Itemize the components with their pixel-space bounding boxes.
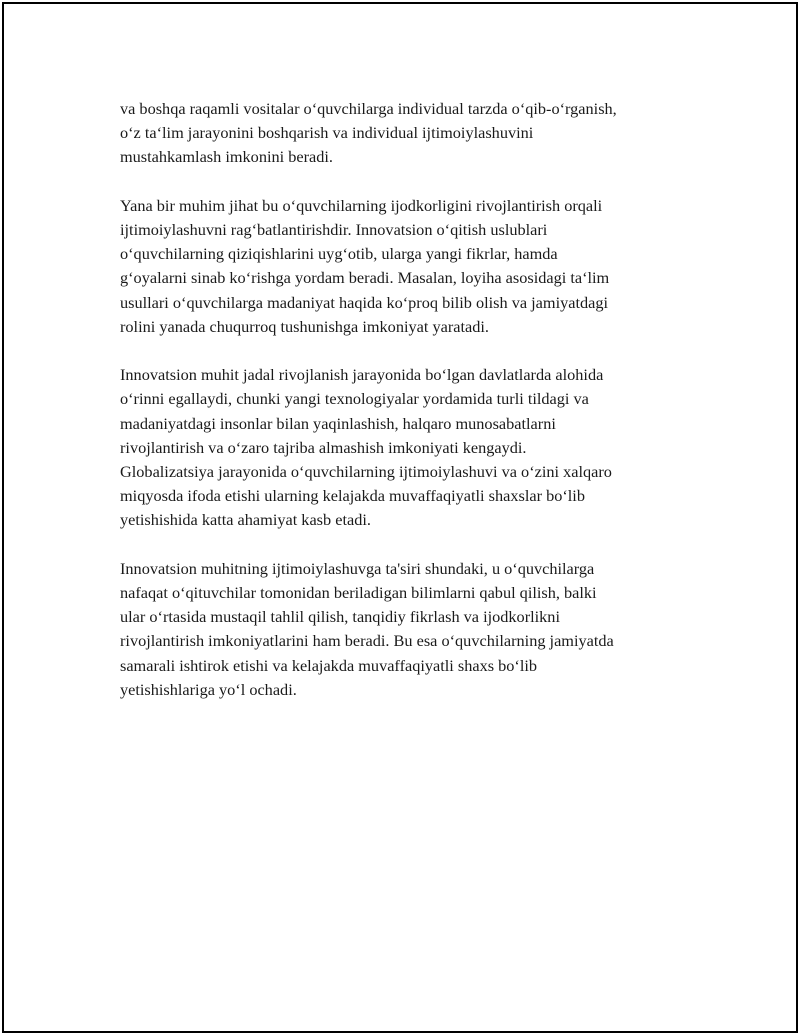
- text-line: Yana bir muhim jihat bu o‘quvchilarning ijodkorligini rivojlantirish orqali: [120, 195, 603, 215]
- text-line: o‘quvchilarning qiziqishlarini uyg‘otib, ularga yangi fikrlar, hamda: [120, 244, 558, 264]
- text-line: yetishishida katta ahamiyat kasb etadi.: [120, 510, 371, 530]
- text-line: ular o‘rtasida mustaqil tahlil qilish, tanqidiy fikrlash va ijodkorlikni: [120, 607, 560, 627]
- text-line: nafaqat o‘qituvchilar tomonidan beriladigan bilimlarni qabul qilish, balki: [120, 583, 597, 603]
- text-line: Globalizatsiya jarayonida o‘quvchilarning ijtimoiylashuvi va o‘zini xalqaro: [120, 462, 612, 482]
- text-line: ijtimoiylashuvni rag‘batlantirishdir. Innovatsion o‘qitish uslublari: [120, 220, 548, 239]
- document-page: [2, 2, 798, 1033]
- text-line: o‘rinni egallaydi, chunki yangi texnologiyalar yordamida turli tildagi va: [120, 389, 589, 409]
- document-body: [120, 97, 700, 726]
- text-line: rolini yanada chuqurroq tushunishga imkoniyat yaratadi.: [120, 316, 489, 336]
- paragraph-4: [120, 557, 700, 702]
- paragraph-2: [120, 194, 700, 339]
- text-line: rivojlantirish va o‘zaro tajriba almashish imkoniyati kengaydi.: [120, 437, 527, 457]
- text-line: Innovatsion muhit jadal rivojlanish jarayonida bo‘lgan davlatlarda alohida: [120, 365, 604, 385]
- text-line: samarali ishtirok etishi va kelajakda muvaffaqiyatli shaxs bo‘lib: [120, 655, 538, 675]
- text-line: usullari o‘quvchilarga madaniyat haqida ko‘proq bilib olish va jamiyatdagi: [120, 292, 609, 312]
- text-line: miqyosda ifoda etishi ularning kelajakda muvaffaqiyatli shaxslar bo‘lib: [120, 486, 585, 506]
- text-line: madaniyatdagi insonlar bilan yaqinlashish, halqaro munosabatlarni: [120, 413, 556, 433]
- paragraph-1: [120, 97, 700, 170]
- text-line: va boshqa raqamli vositalar o‘quvchilarga individual tarzda o‘qib-o‘rganish,: [120, 99, 617, 118]
- text-line: mustahkamlash imkonini beradi.: [120, 147, 333, 167]
- text-line: yetishishlariga yo‘l ochadi.: [120, 679, 297, 699]
- text-line: g‘oyalarni sinab ko‘rishga yordam beradi. Masalan, loyiha asosidagi ta‘lim: [120, 268, 610, 288]
- text-line: rivojlantirish imkoniyatlarini ham beradi. Bu esa o‘quvchilarning jamiyatda: [120, 631, 614, 651]
- text-line: Innovatsion muhitning ijtimoiylashuvga ta'siri shundaki, u o‘quvchilarga: [120, 558, 595, 578]
- paragraph-3: [120, 363, 700, 532]
- text-line: o‘z ta‘lim jarayonini boshqarish va individual ijtimoiylashuvini: [120, 123, 534, 143]
